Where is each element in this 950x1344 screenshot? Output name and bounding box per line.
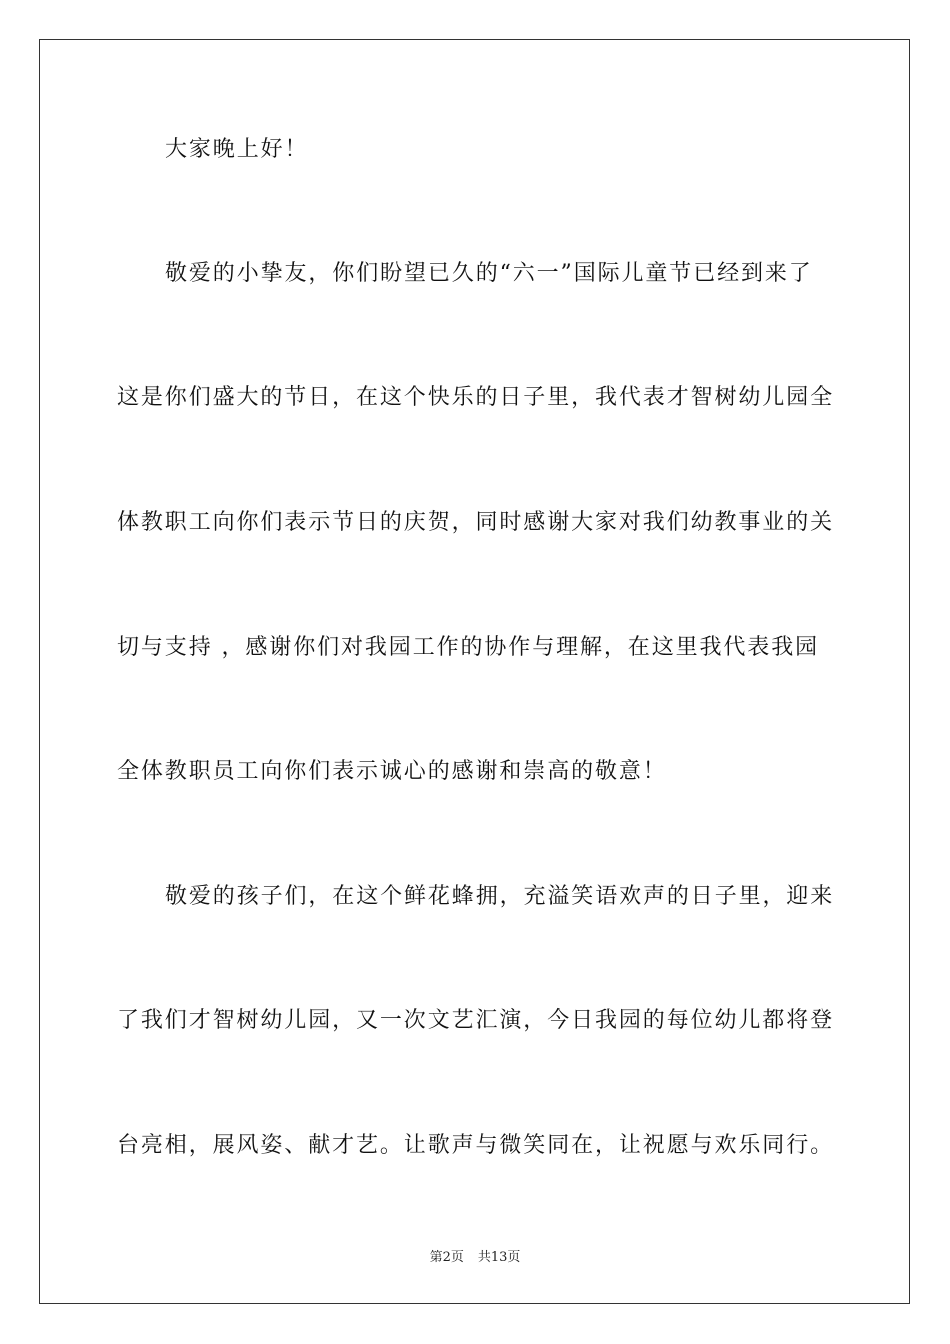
page-number: 第2页 — [429, 1250, 464, 1265]
paragraph-1-line-3: 体教职工向你们表示节日的庆贺，同时感谢大家对我们幼教事业的关 — [117, 510, 835, 535]
page-total: 共13页 — [477, 1250, 521, 1265]
paragraph-1-line-1: 敬爱的小挚友，你们盼望已久的“六一”国际儿童节已经到来了 — [165, 261, 813, 286]
paragraph-2-line-2: 了我们才智树幼儿园，又一次文艺汇演，今日我园的每位幼儿都将登 — [117, 1008, 835, 1033]
paragraph-1-line-2: 这是你们盛大的节日，在这个快乐的日子里，我代表才智树幼儿园全 — [117, 385, 835, 410]
paragraph-2-line-1: 敬爱的孩子们，在这个鲜花蜂拥，充溢笑语欢声的日子里，迎来 — [165, 884, 835, 909]
paragraph-1-line-5: 全体教职员工向你们表示诚心的感谢和崇高的敬意！ — [117, 759, 667, 784]
page-border — [39, 39, 910, 1304]
page-footer — [0, 1250, 950, 1266]
greeting-line: 大家晚上好！ — [165, 137, 309, 162]
paragraph-1-line-4: 切与支持 ，感谢你们对我园工作的协作与理解，在这里我代表我园 — [117, 635, 819, 660]
paragraph-2-line-3: 台亮相，展风姿、献才艺。让歌声与微笑同在，让祝愿与欢乐同行。 — [117, 1133, 835, 1158]
